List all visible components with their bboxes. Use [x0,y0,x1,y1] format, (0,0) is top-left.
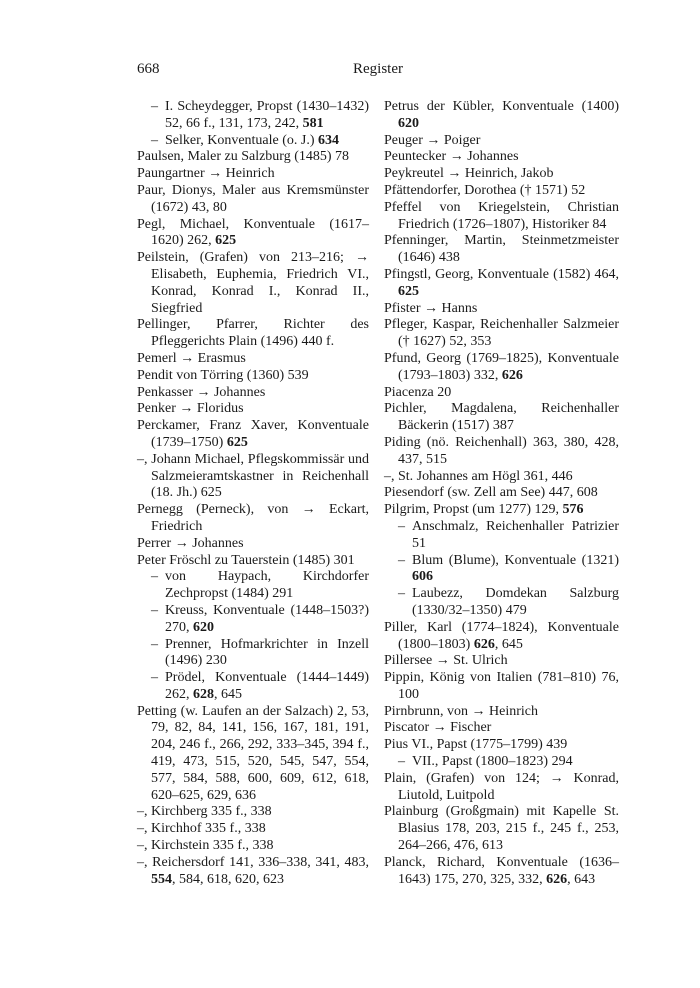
register-entry: Pernegg (Perneck), von → Eckart, Friedrich [137,502,369,534]
register-entry: Peuger → Poiger [384,132,481,148]
register-entry: Pillersee → St. Ulrich [384,653,508,669]
register-entry: –, Kirchstein 335 f., 338 [137,838,274,854]
register-entry: Peter Fröschl zu Tauerstein (1485) 301 [137,552,355,568]
register-entry: Pichler, Magdalena, Reichenhaller Bäckerin (1517) 387 [384,401,619,434]
register-entry: Petting (w. Laufen an der Salzach) 2, 53, 79, 82, 84, 141, 156, 167, 181, 191, 204, 246 f., 266, 292, 333–345, 394 f., 419, 473, 515, 520, 545, 547, 554, 577, 584, 588, 600, 609, 612, 618, 620–625, 629, 636 [137,703,369,803]
register-entry: – von Haypach, Kirchdorfer Zechpropst (1484) 291 [137,569,369,603]
register-entry: Petrus der Kübler, Konventuale (1400) 620 [384,99,619,131]
register-entry: Piller, Karl (1774–1824), Konventuale (1800–1803) 626, 645 [384,619,619,652]
register-entry: – Prödel, Konventuale (1444–1449) 262, 628, 645 [137,670,369,704]
register-entry: Pfund, Georg (1769–1825), Konventuale (1793–1803) 332, 626 [384,350,619,383]
register-entry: Penkasser → Johannes [137,384,266,400]
register-entry: Pius VI., Papst (1775–1799) 439 [384,737,568,753]
register-entry: Pendit von Törring (1360) 539 [137,367,309,383]
register-entry: –, Johann Michael, Pflegskommissär und Salzmeieramtskastner in Reichenhall (18. Jh.) 625 [137,451,369,501]
register-entry: Piscator → Fischer [384,720,492,736]
register-entry: –, Kirchberg 335 f., 338 [137,804,272,820]
register-entry: Piesendorf (sw. Zell am See) 447, 608 [384,485,598,501]
page-number: 668 [137,61,160,77]
register-entry: Pilgrim, Propst (um 1277) 129, 576 [384,502,584,518]
register-entry: Pellinger, Pfarrer, Richter des Pfleggerichts Plain (1496) 440 f. [137,317,369,350]
register-entry: Pippin, König von Italien (781–810) 76, 100 [384,670,619,702]
page-header [137,61,619,81]
register-entry: Plain, (Grafen) von 124; → Konrad, Liutold, Luitpold [384,770,619,803]
register-entry: Pemerl → Erasmus [137,350,246,366]
register-entry: Planck, Richard, Konventuale (1636–1643) 175, 270, 325, 332, 626, 643 [384,854,619,887]
register-entry: Pfenninger, Martin, Steinmetzmeister (1646) 438 [384,233,619,266]
register-entry: Paur, Dionys, Maler aus Kremsmünster (1672) 43, 80 [137,182,369,215]
register-entry: – Laubezz, Domdekan Salzburg (1330/32–1350) 479 [384,586,619,620]
register-entry: Pfingstl, Georg, Konventuale (1582) 464, 625 [384,266,619,299]
register-entry: –, Reichersdorf 141, 336–338, 341, 483, 554, 584, 618, 620, 623 [137,854,369,887]
register-entry: Penker → Floridus [137,401,244,417]
register-entry: – Kreuss, Konventuale (1448–1503?) 270, 620 [137,603,369,637]
register-entry: Paulsen, Maler zu Salzburg (1485) 78 [137,149,350,165]
register-entry: Pfister → Hanns [384,300,478,316]
register-entry: Piacenza 20 [384,384,452,400]
register-entry: Peilstein, (Grafen) von 213–216; → Elisabeth, Euphemia, Friedrich VI., Konrad, Konrad I., Konrad II., Siegfried [137,250,369,316]
register-column-left [137,99,369,888]
register-column-right [384,99,619,888]
register-entry: Pfättendorfer, Dorothea († 1571) 52 [384,182,586,198]
register-entry: Perrer → Johannes [137,535,244,551]
register-entry: Pegl, Michael, Konventuale (1617–1620) 262, 625 [137,216,369,249]
register-entry: – Selker, Konventuale (o. J.) 634 [137,133,369,150]
register-entry: Pfleger, Kaspar, Reichenhaller Salzmeier († 1627) 52, 353 [384,317,619,350]
register-entry: Piding (nö. Reichenhall) 363, 380, 428, 437, 515 [384,434,619,467]
running-head: Register [353,61,403,77]
register-entry: Pfeffel von Kriegelstein, Christian Friedrich (1726–1807), Historiker 84 [384,199,619,232]
register-entry: Peykreutel → Heinrich, Jakob [384,166,554,182]
register-entry: – I. Scheydegger, Propst (1430–1432) 52, 66 f., 131, 173, 242, 581 [137,99,369,133]
register-entry: – Prenner, Hofmarkrichter in Inzell (1496) 230 [137,637,369,671]
register-entry: – Blum (Blume), Konventuale (1321) 606 [384,553,619,587]
register-entry: Paungartner → Heinrich [137,166,275,182]
register-entry: Pirnbrunn, von → Heinrich [384,703,538,719]
register-entry: Plainburg (Großgmain) mit Kapelle St. Blasius 178, 203, 215 f., 245 f., 253, 264–266, 476, 613 [384,804,619,854]
register-entry: – Anschmalz, Reichenhaller Patrizier 51 [384,519,619,553]
register-entry: Peuntecker → Johannes [384,149,519,165]
register-entry: – VII., Papst (1800–1823) 294 [384,754,619,771]
register-entry: –, Kirchhof 335 f., 338 [137,821,266,837]
register-entry: Perckamer, Franz Xaver, Konventuale (1739–1750) 625 [137,418,369,450]
register-entry: –, St. Johannes am Högl 361, 446 [384,468,573,484]
